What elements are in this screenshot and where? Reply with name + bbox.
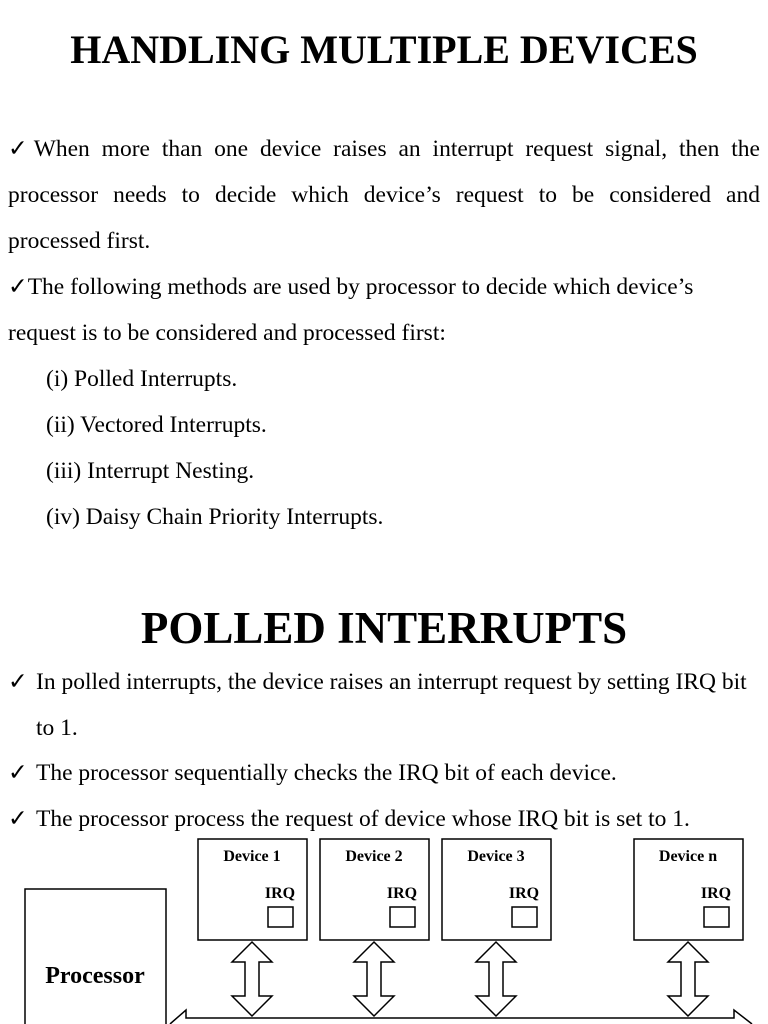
check-icon: ✓ bbox=[8, 806, 28, 832]
device-label: Device 1 bbox=[223, 848, 281, 865]
methods-paragraph bbox=[8, 264, 760, 356]
irq-label: IRQ bbox=[508, 885, 540, 902]
device-label: Device 2 bbox=[345, 848, 403, 865]
check-icon: ✓ bbox=[8, 669, 28, 695]
device-box bbox=[320, 839, 429, 940]
bidirectional-arrow-icon bbox=[476, 942, 516, 1016]
irq-bit-box bbox=[512, 907, 537, 927]
device-label: Device n bbox=[658, 848, 718, 865]
section-title-handling-multiple-devices: HANDLING MULTIPLE DEVICES bbox=[70, 27, 698, 72]
method-item-vectored: (ii) Vectored Interrupts. bbox=[46, 412, 267, 438]
bidirectional-arrow-icon bbox=[354, 942, 394, 1016]
device-label: Device 3 bbox=[467, 848, 525, 865]
device-box bbox=[634, 839, 743, 940]
irq-bit-box bbox=[390, 907, 415, 927]
irq-bit-box bbox=[268, 907, 293, 927]
check-icon: ✓ bbox=[8, 274, 28, 300]
bullet-text: The processor sequentially checks the IRQ bit of each device. bbox=[36, 760, 617, 786]
irq-label: IRQ bbox=[264, 885, 296, 902]
irq-label: IRQ bbox=[386, 885, 418, 902]
bidirectional-arrow-icon bbox=[668, 942, 708, 1016]
bidirectional-arrow-icon bbox=[232, 942, 272, 1016]
polled-interrupts-diagram bbox=[0, 830, 768, 1024]
bullet-item bbox=[8, 659, 756, 751]
method-item-polled: (i) Polled Interrupts. bbox=[46, 366, 238, 392]
bullet-text: In polled interrupts, the device raises an interrupt request by setting IRQ bit to 1. bbox=[36, 669, 747, 741]
methods-paragraph-text: The following methods are used by processor to decide which device’s request is to be considered and processed first: bbox=[8, 274, 694, 346]
device-box bbox=[442, 839, 551, 940]
bullet-item bbox=[8, 750, 756, 796]
intro-paragraph bbox=[8, 126, 760, 264]
method-item-daisy-chain: (iv) Daisy Chain Priority Interrupts. bbox=[46, 504, 384, 530]
check-icon: ✓ bbox=[8, 760, 28, 786]
intro-paragraph-text: When more than one device raises an interrupt request signal, then the processor needs to decide which device’s request to be considered and processed first. bbox=[8, 136, 760, 254]
bullet-text: The processor process the request of device whose IRQ bit is set to 1. bbox=[36, 806, 690, 832]
check-icon: ✓ bbox=[8, 136, 34, 162]
section-title-polled-interrupts: POLLED INTERRUPTS bbox=[140, 603, 628, 653]
device-box bbox=[198, 839, 307, 940]
bus-arrow-icon bbox=[170, 1010, 752, 1024]
method-item-nesting: (iii) Interrupt Nesting. bbox=[46, 458, 255, 484]
irq-label: IRQ bbox=[700, 885, 732, 902]
processor-label: Processor bbox=[45, 963, 145, 989]
irq-bit-box bbox=[704, 907, 729, 927]
processor-box bbox=[25, 889, 166, 1024]
